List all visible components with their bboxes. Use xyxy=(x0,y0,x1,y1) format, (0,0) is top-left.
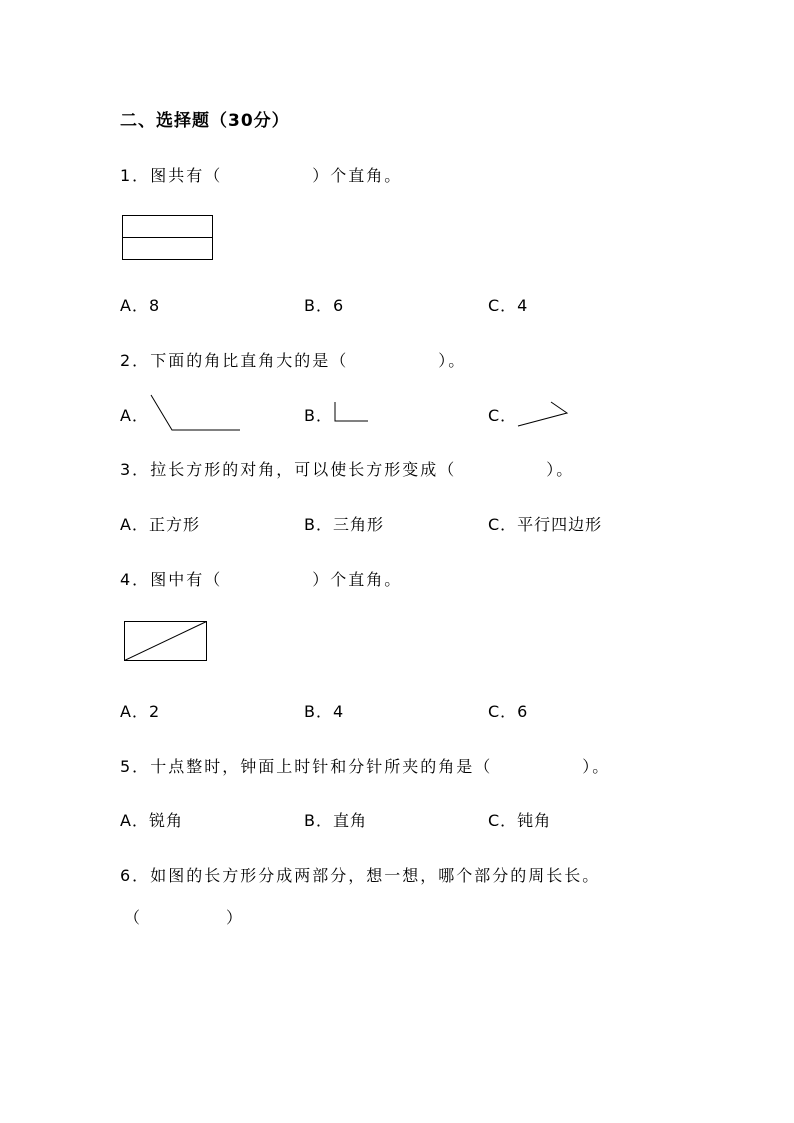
question-1-option-a: A．8 xyxy=(120,296,161,315)
question-4 xyxy=(120,567,402,590)
question-4-option-a: A．2 xyxy=(120,702,161,721)
question-2-option-c: C． xyxy=(488,406,518,425)
question-4-text: 图中有（ ）个直角。 xyxy=(150,570,403,589)
question-6-number: 6． xyxy=(120,866,151,885)
question-5-option-b: B．直角 xyxy=(304,811,367,830)
question-4-option-c: C．6 xyxy=(488,702,529,721)
question-5 xyxy=(120,754,610,777)
question-5-option-a: A．锐角 xyxy=(120,811,183,830)
question-6-answer-blank: （ ） xyxy=(124,908,244,927)
question-2-number: 2． xyxy=(120,351,151,370)
question-1-text: 图共有（ ）个直角。 xyxy=(150,166,403,185)
question-2-angle-b-figure xyxy=(334,401,370,423)
question-4-number: 4． xyxy=(120,570,151,589)
question-2-option-b: B． xyxy=(304,406,333,425)
question-4-option-b: B．4 xyxy=(304,702,345,721)
question-1-rectangle-figure xyxy=(122,215,214,261)
section-title: 二、选择题（30分） xyxy=(120,111,290,131)
question-3-option-c: C．平行四边形 xyxy=(488,515,603,534)
question-2-angle-c-figure xyxy=(517,401,569,429)
question-3-number: 3． xyxy=(120,460,151,479)
question-5-number: 5． xyxy=(120,757,151,776)
question-3-text: 拉长方形的对角，可以使长方形变成（ ）。 xyxy=(150,460,575,479)
question-5-option-c: C．钝角 xyxy=(488,811,552,830)
question-3-option-b: B．三角形 xyxy=(304,515,384,534)
question-2 xyxy=(120,348,466,371)
question-4-rectangle-diagonal-figure xyxy=(124,621,208,662)
question-1-number: 1． xyxy=(120,166,151,185)
question-3 xyxy=(120,457,574,480)
question-1-option-b: B．6 xyxy=(304,296,345,315)
question-2-option-a: A． xyxy=(120,406,149,425)
question-5-text: 十点整时，钟面上时针和分针所夹的角是（ ）。 xyxy=(150,757,611,776)
question-6-text: 如图的长方形分成两部分，想一想，哪个部分的周长长。 xyxy=(150,866,601,885)
question-2-angle-a-figure xyxy=(150,394,242,432)
question-6 xyxy=(120,863,600,886)
question-3-option-a: A．正方形 xyxy=(120,515,200,534)
question-1 xyxy=(120,163,402,186)
question-1-option-c: C．4 xyxy=(488,296,529,315)
question-2-text: 下面的角比直角大的是（ ）。 xyxy=(150,351,467,370)
